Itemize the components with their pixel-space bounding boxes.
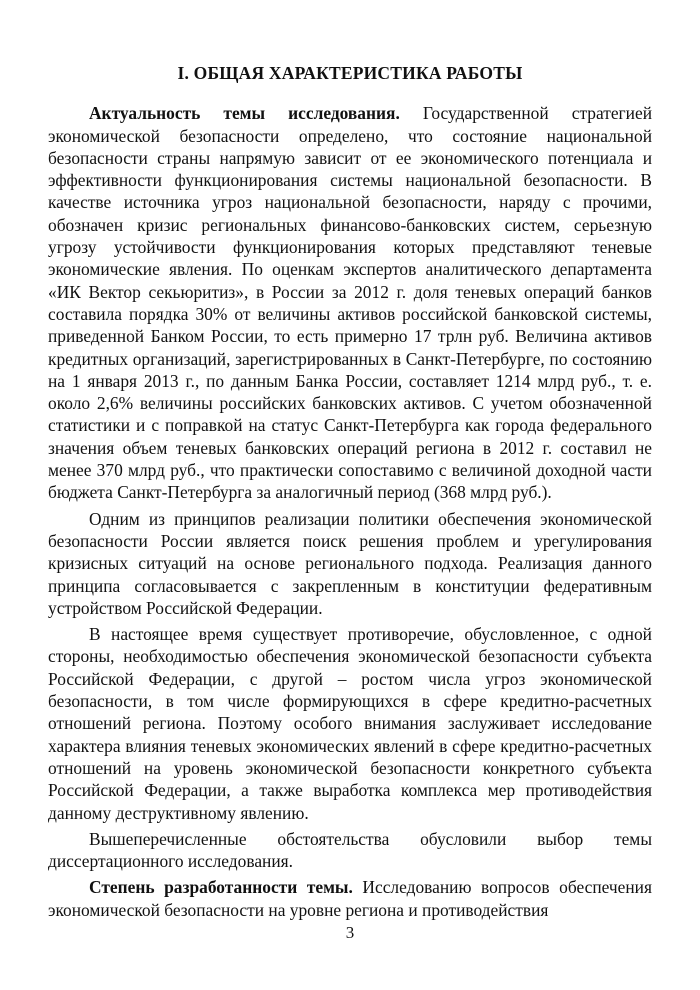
paragraph-relevance [48, 102, 652, 503]
page-number: 3 [345, 923, 355, 942]
paragraph-topic-choice [48, 828, 652, 873]
paragraph-text: Вышеперечисленные обстоятельства обусловили выбор темы диссертационного исследования. [48, 828, 652, 872]
paragraph-text: Государственной стратегией экономической безопасности определено, что состояние национальной безопасности страны напрямую зависит от ее экономического потенциала и эффективности функционирования системы национальной безопасности. В качестве источника угроз национальной безопасности, наряду с прочими, обозначен кризис региональных финансово-банковских систем, серьезную угрозу устойчивости функционирования которых представляют теневые экономические явления. По оценкам экспертов аналитического департамента «ИК Вектор секьюритиз», в России за 2012 г. доля теневых операций банков составила порядка 30% от величины активов российской банковской системы, приведенной Банком России, то есть примерно 17 трлн руб. Величина активов кредитных организаций, зарегистрированных в Санкт-Петербурге, по состоянию на 1 января 2013 г., по данным Банка России, составляет 1214 млрд руб., т. е. около 2,6% величины российских банковских активов. С учетом обозначенной статистики и с поправкой на статус Санкт-Петербурга как города федерального значения объем теневых банковских операций региона в 2012 г. составил не менее 370 млрд руб., что практически сопоставимо с величиной доходной части бюджета Санкт-Петербурга за аналогичный период (368 млрд руб.). [48, 103, 652, 503]
section-heading: I. ОБЩАЯ ХАРАКТЕРИСТИКА РАБОТЫ [177, 63, 523, 83]
paragraph-lead: Степень разработанности темы. [89, 877, 353, 898]
paragraph-regional-approach [48, 508, 652, 619]
paragraph-contradiction [48, 623, 652, 824]
paragraph-elaboration [48, 876, 652, 921]
paragraph-text: Исследованию вопросов обеспечения экономической безопасности на уровне региона и противодействия [48, 877, 652, 920]
paragraph-text: Одним из принципов реализации политики обеспечения экономической безопасности России является поиск решения проблем и урегулирования кризисных ситуаций на основе регионального подхода. Реализация данного принципа согласовывается с закрепленным в конституции федеративным устройством Российской Федерации. [48, 508, 652, 618]
paragraph-text: В настоящее время существует противоречие, обусловленное, с одной стороны, необходимостью обеспечения экономической безопасности субъекта Российской Федерации, с другой – ростом числа угроз экономической безопасности, в том числе формирующихся в сфере кредитно-расчетных отношений региона. Поэтому особого внимания заслуживает исследование характера влияния теневых экономических явлений в сфере кредитно-расчетных отношений на уровень экономической безопасности конкретного субъекта Российской Федерации, а также выработка комплекса мер противодействия данному деструктивному явлению. [48, 624, 652, 823]
paragraph-lead: Актуальность темы исследования. [89, 103, 400, 124]
